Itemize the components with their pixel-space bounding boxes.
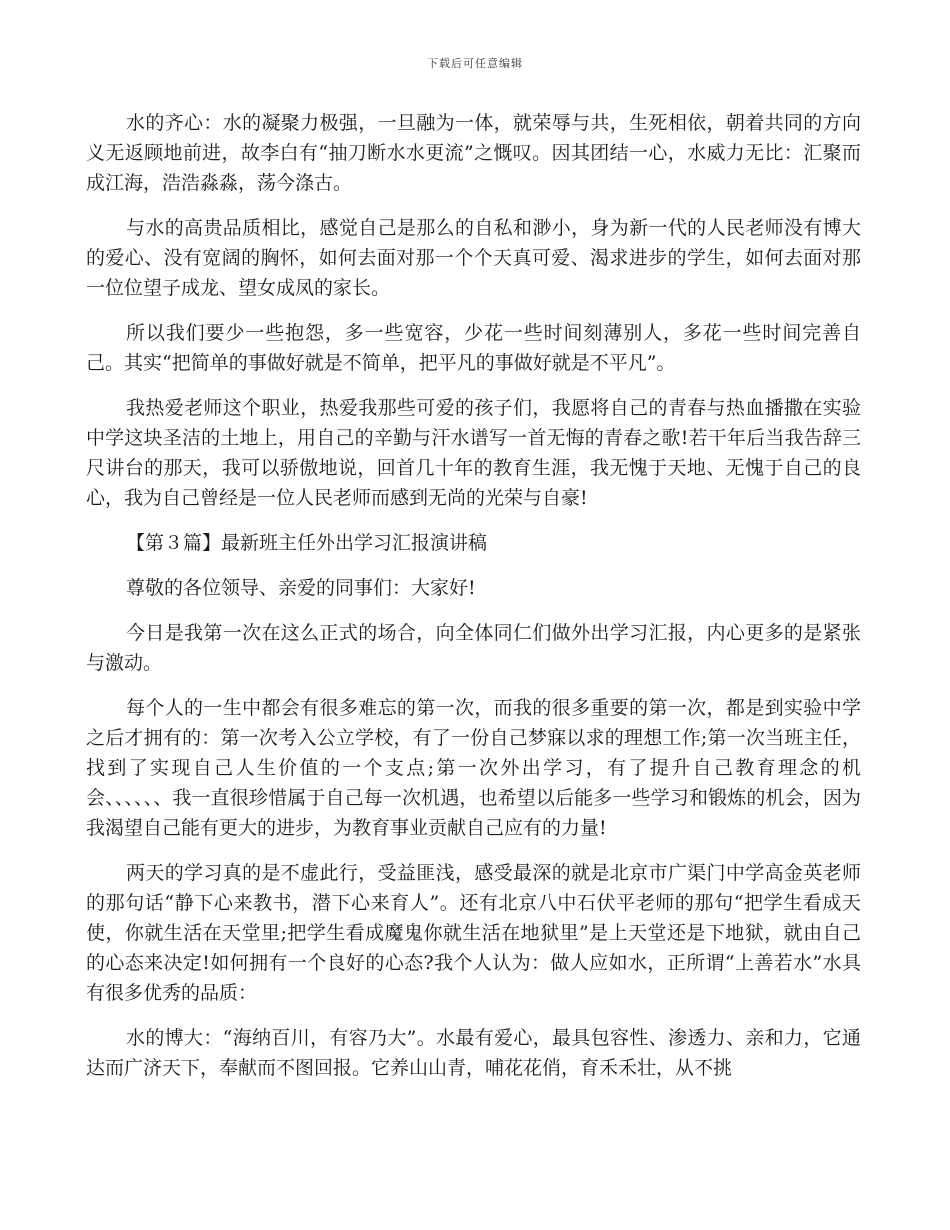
section-title: 【第３篇】最新班主任外出学习汇报演讲稿 — [126, 532, 488, 554]
paragraph-water-unity: 水的齐心：水的凝聚力极强，一旦融为一体，就荣辱与共，生死相依，朝着共同的方向义无返顾地前进，故李白有“抽刀断水水更流”之慨叹。因其团结一心，水威力无比：汇聚而成江海，浩浩淼淼，荡今涤古。 — [86, 112, 861, 194]
paragraph-water-breadth: 水的博大：“海纳百川，有容乃大”。水最有爱心，最具包容性、渗透力、亲和力，它通达而广济天下，奉献而不图回报。它养山山青，哺花花俏，育禾禾壮，从不挑 — [86, 1027, 861, 1079]
paragraph-greeting: 尊敬的各位领导、亲爱的同事们：大家好! — [126, 577, 476, 599]
paragraph-tolerance: 所以我们要少一些抱怨，多一些宽容，少花一些时间刻薄别人，多花一些时间完善自己。其实“把简单的事做好就是不简单，把平凡的事做好就是不平凡”。 — [86, 322, 861, 374]
paragraph-first-report: 今日是我第一次在这么正式的场合，向全体同仁们做外出学习汇报，内心更多的是紧张与激动。 — [86, 622, 861, 674]
paragraph-self-reflection: 与水的高贵品质相比，感觉自己是那么的自私和渺小，身为新一代的人民老师没有博大的爱心、没有宽阔的胸怀，如何去面对那一个个天真可爱、渴求进步的学生，如何去面对那一位位望子成龙、望女成凤的家长。 — [86, 217, 861, 299]
page-header: 下载后可任意编辑 — [427, 57, 523, 70]
document-body — [86, 108, 861, 1098]
paragraph-love-teaching: 我热爱老师这个职业，热爱我那些可爱的孩子们，我愿将自己的青春与热血播撒在实验中学这块圣洁的土地上，用自己的辛勤与汗水谱写一首无悔的青春之歌!若干年后当我告辞三尺讲台的那天，我可以骄傲地说，回首几十年的教育生涯，我无愧于天地、无愧于自己的良心，我为自己曾经是一位人民老师而感到无尚的光荣与自豪! — [86, 397, 861, 509]
paragraph-first-times: 每个人的一生中都会有很多难忘的第一次，而我的很多重要的第一次，都是到实验中学之后才拥有的：第一次考入公立学校，有了一份自己梦寐以求的理想工作;第一次当班主任，找到了实现自己人生价值的一个支点;第一次外出学习，有了提升自己教育理念的机会、、、、、、我一直很珍惜属于自己每一次机遇，也希望以后能多一些学习和锻炼的机会，因为我渴望自己能有更大的进步，为教育事业贡献自己应有的力量! — [86, 697, 861, 839]
paragraph-study-trip: 两天的学习真的是不虚此行，受益匪浅，感受最深的就是北京市广渠门中学高金英老师的那句话“静下心来教书，潜下心来育人”。还有北京八中石伏平老师的那句“把学生看成天使，你就生活在天堂里;把学生看成魔鬼你就生活在地狱里”是上天堂还是下地狱，就由自己的心态来决定!如何拥有一个良好的心态?我个人认为：做人应如水，正所谓“上善若水”水具有很多优秀的品质： — [86, 862, 861, 1004]
